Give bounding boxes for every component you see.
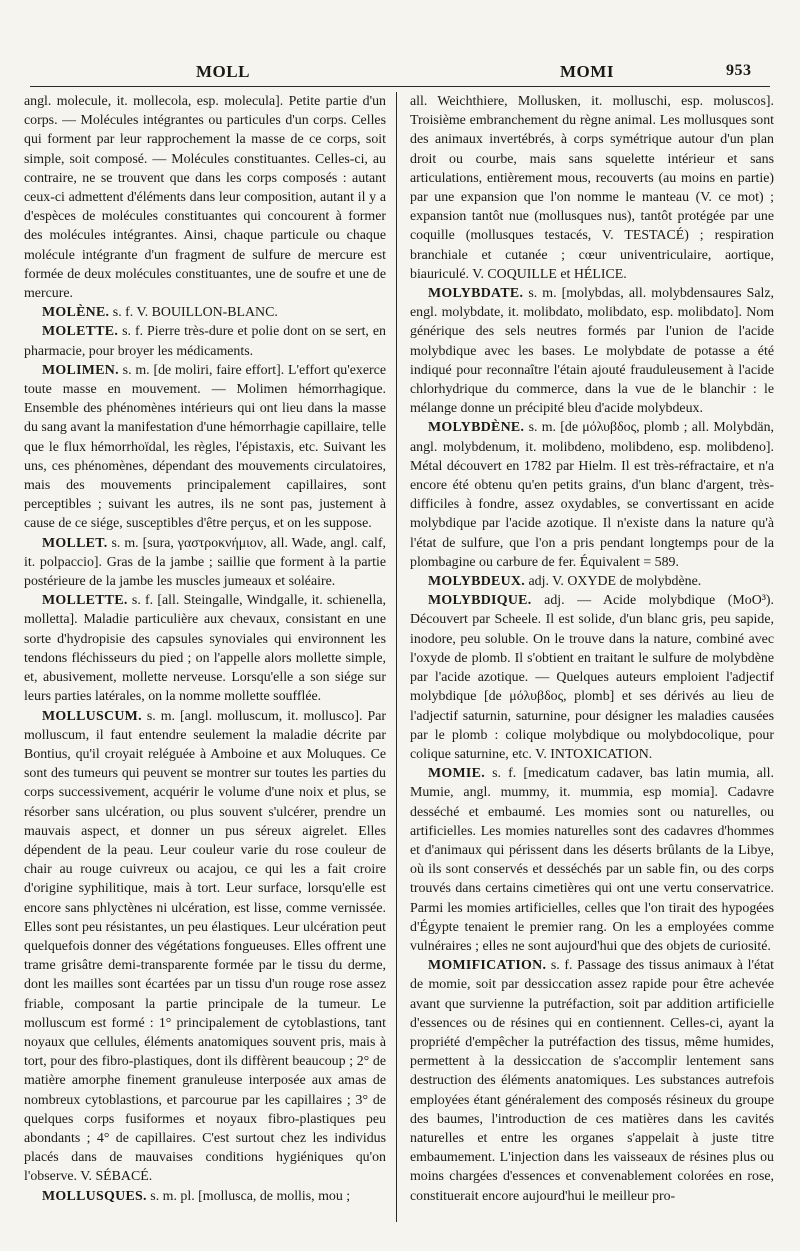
headword: MOLLET. bbox=[42, 535, 108, 551]
entry-molybdate bbox=[410, 284, 774, 418]
entry-momification bbox=[410, 956, 774, 1206]
entry-text: s. m. [angl. molluscum, it. mollusco]. Par molluscum, il faut entendre seulement la maladie décrite par Bontius, qu'il croyait reléguée à Amboine et aux Moluques. Ce sont des tumeurs qui peuvent se montrer sur toutes les parties du corps successivement, acquérir le volume d'une noix et plus, se résorber sans ulcération, ou plus souvent s'ulcérer, prendre un mauvais aspect, et donner un pus séreux aigrelet. Elles dépendent de la peau. Leur couleur varie du rose couleur de chair au rouge cuivreux ou acajou, ce qui les a fait croire d'origine syphilitique, mais à tort. Leur surface, lorsqu'elle est encore sans phlyctènes ni ulcération, est lisse, comme vernissée. Elles sont peu résistantes, un peu élastiques. Leur ulcération peut quelquefois donner des végétations fongueuses. Elles offrent une trame grisâtre demi-transparente formée par le tissu du derme, dont les mailles sont écartées par un tissu d'un rouge rose assez friable, composant la partie principale de la tumeur. Le molluscum est formé : 1° principalement de cytoblastions, tant noyaux que cellules, éléments anatomiques souvent pris, mais à tort, pour des fibro-plastiques, dont ils diffèrent beaucoup ; 2° de matière amorphe finement granuleuse interposée aux amas de nombreux cytoblastions, et parcourue par les capillaires ; 3° de quelques corps fusiformes et noyaux fibro-plastiques peu abondants ; 4° de capillaires. C'est surtout chez les individus placés dans de mauvaises conditions hygiéniques qu'on l'observe. V. SÉBACÉ. bbox=[24, 708, 386, 1185]
header-rule bbox=[30, 86, 770, 87]
headword: MOLYBDATE. bbox=[428, 286, 524, 302]
entry-text: s. f. Pierre très-dure et polie dont on se sert, en pharmacie, pour broyer les médicaments. bbox=[24, 324, 386, 359]
entry-mollusques bbox=[24, 1187, 386, 1206]
entry-molybdeux bbox=[410, 572, 774, 591]
entry-text: adj. V. OXYDE de molybdène. bbox=[525, 574, 702, 590]
entry-molybdique bbox=[410, 591, 774, 764]
headword: MOLLUSCUM. bbox=[42, 708, 142, 724]
headword: MOLIMEN. bbox=[42, 362, 119, 378]
entry-molluscum bbox=[24, 707, 386, 1187]
headword: MOLYBDÈNE. bbox=[428, 420, 525, 436]
headword: MOMIFICATION. bbox=[428, 958, 547, 974]
entry-text: s. m. [de moliri, faire effort]. L'effort qu'exerce toute masse en mouvement. — Molimen hémorrhagique. Ensemble des phénomènes intérieurs qui ont lieu dans la masse du sang avant la manifestation d'une hémorrhagie capillaire, telle que le flux hémorrhoïdal, les règles, l'épistaxis, etc. Suivant les uns, ces phénomènes, dépendant des mouvements circulatoires, mais des mouvements principalement capillaires, sont perceptibles ; suivant les autres, ils ne sont pas, justement à cause de ce siége, susceptibles d'être perçus, et on les suppose. bbox=[24, 362, 386, 532]
entry-mollette bbox=[24, 591, 386, 706]
running-header bbox=[0, 56, 800, 90]
entry-text: adj. — Acide molybdique (MoO³). Découvert par Scheele. Il est solide, d'un blanc gris, peu sapide, inodore, peu soluble. On le trouve dans la nature, combiné avec l'oxyde de plomb. Il s'obtient en traitant le sulfure de molybdène par l'acide azotique. — Quelques auteurs emploient l'adjectif molybdique [de μόλυβδος, plomb] et ses dérivés au lieu de l'adjectif saturnin, saturnine, pour désigner les maladies causées par le plomb : colique molybdique ou molybdocolique, pour colique saturnine, etc. V. INTOXICATION. bbox=[410, 593, 774, 762]
entry-molimen bbox=[24, 361, 386, 534]
entry-text: s. f. V. BOUILLON-BLANC. bbox=[109, 305, 278, 321]
entry-text: s. f. [all. Steingalle, Windgalle, it. schienella, molletta]. Maladie particulière aux chevaux, consistant en une sorte d'hydropisie des capsules synoviales qui environnent les tendons fléchisseurs du pied ; on l'appelle alors mollette simple, et, abusivement, mollette nerveuse. Lorsqu'elle a son siége sur leurs parties latérales, on la nomme mollette soufflée. bbox=[24, 593, 386, 705]
headword: MOLLETTE. bbox=[42, 593, 128, 609]
entry-molybdene bbox=[410, 418, 774, 572]
headword: MOMIE. bbox=[428, 766, 485, 782]
entry-text: s. m. [de μόλυβδος, plomb ; all. Molybdän, angl. molybdenum, it. molibdeno, molibdeno, esp. molibdeno]. Métal découvert en 1782 par Hielm. Il est très-réfractaire, et n'a encore été obtenu qu'en petits grains, d'un blanc d'argent, très-difficiles à fondre, assez oxydables, se convertissant en acide molybdique par l'acide azotique. Il n'existe dans la nature qu'à l'état de sulfure, que l'on a pris pendant longtemps pour de la plombagine ou carbure de fer. Équivalent = 589. bbox=[410, 420, 774, 570]
left-running-head: MOLL bbox=[196, 62, 250, 81]
entry-molette bbox=[24, 322, 386, 360]
headword: MOLLUSQUES. bbox=[42, 1188, 147, 1204]
entry-continuation: angl. molecule, it. mollecola, esp. molecula]. Petite partie d'un corps. — Molécules intégrantes ou particules d'un corps. Celles qui forment par leur rapprochement la masse de ce corps, soit simple, soit composé. — Molécules constituantes. Celles-ci, au contraire, ne se trouvent que dans les corps composés : autant ceux-ci admettent d'éléments dans leur composition, autant il y a d'espèces de molécules constituantes qui concourent à former des molécules intégrantes. Ainsi, chaque particule ou chaque molécule intégrante d'un fragment de sulfure de mercure est formée de deux molécules constituantes, une de soufre et une de mercure. bbox=[24, 94, 386, 302]
entry-mollet bbox=[24, 534, 386, 592]
entry-momie bbox=[410, 764, 774, 956]
page-number: 953 bbox=[726, 62, 752, 79]
entry-text: s. f. Passage des tissus animaux à l'état de momie, soit par dessiccation assez rapide pour être achevée avant que survienne la putréfaction, soit par addition artificielle d'essences ou de résines qui en contiennent. Celles-ci, ayant la propriété d'empêcher la putréfaction des tissus, même humides, permettent à la dessiccation de s'accomplir lentement sans destruction des éléments anatomiques. Les substances autrefois employées étant généralement des composés résineux du groupe des baumes, l'introduction de ces matières dans les cavités naturelles et entre les organes s'appelait à juste titre embaumement. L'injection dans les vaisseaux de résines plus ou moins chargées d'essences et convenablement colorées en rose, constituerait encore aujourd'hui le meilleur pro- bbox=[410, 958, 774, 1204]
entry-text: s. f. [medicatum cadaver, bas latin mumia, all. Mumie, angl. mummy, it. mummia, esp momia]. Cadavre desséché et embaumé. Les momies sont ou naturelles, ou artificielles. Les momies naturelles sont des cadavres d'hommes et d'animaux qui périssent dans les déserts brûlants de la Libye, où ils sont conservés et desséchés par un sable fin, ou des corps trouvés dans certains cimetières qui ont une vertu conservatrice. Parmi les momies artificielles, celles que l'on tirait des hypogées d'Égypte tenaient le premier rang. On les a employées comme vulnéraires ; elles ne sont aujourd'hui que des objets de curiosité. bbox=[410, 766, 774, 954]
right-column bbox=[410, 92, 774, 1206]
entry-text: s. m. pl. [mollusca, de mollis, mou ; bbox=[146, 1188, 351, 1204]
entry-molene bbox=[24, 303, 386, 322]
headword: MOLYBDEUX. bbox=[428, 574, 526, 590]
entry-text: s. m. [molybdas, all. molybdensaures Salz, engl. molybdate, it. molibdato, molibdato, esp. molibdato]. Nom générique des sels neutres formés par l'union de l'acide molybdique avec les bases. Le molybdate de potasse a été indiqué pour reconnaître l'étain ajouté frauduleusement à l'acide chlorhydrique du commerce, dans la vue de le blanchir : le mélange donne un précipité bleu d'acide molybdeux. bbox=[410, 286, 774, 417]
right-running-head: MOMI bbox=[560, 62, 614, 81]
column-divider bbox=[396, 92, 397, 1222]
headword: MOLYBDIQUE. bbox=[428, 593, 532, 609]
headword: MOLETTE. bbox=[42, 324, 119, 340]
left-column bbox=[24, 92, 386, 1206]
entry-continuation: all. Weichthiere, Mollusken, it. molluschi, esp. moluscos]. Troisième embranchement du règne animal. Les mollusques sont des animaux invertébrés, à corps symétrique autour d'un plan droit ou courbe, mais sans squelette intérieur et sans articulations, entièrement mous, recouverts (au moins en partie) par une expansion que l'on nomme le manteau (V. ce mot) ; expansion tantôt nue (mollusques nus), tantôt protégée par une coquille (mollusques testacés, V. TESTACÉ) ; respiration branchiale et cutanée ; cœur univentriculaire, aortique, biauriculé. V. COQUILLE et HÉLICE. bbox=[410, 94, 774, 282]
entry-text: s. m. [sura, γαστροκνήμιον, all. Wade, angl. calf, it. polpaccio]. Gras de la jambe ; saillie que forment à la partie postérieure de la jambe les muscles jumeaux et soléaire. bbox=[24, 535, 386, 590]
headword: MOLÈNE. bbox=[42, 305, 110, 321]
